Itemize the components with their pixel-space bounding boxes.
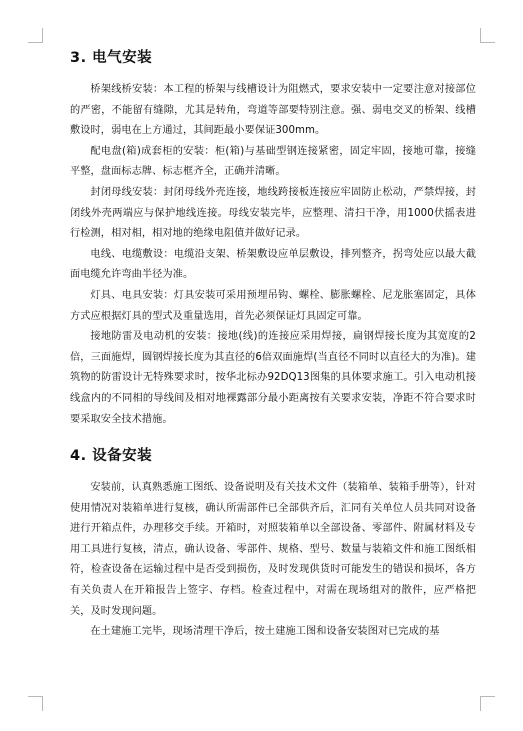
paragraph: 封闭母线安装：封闭母线外壳连接，地线跨接板连接应牢固防止松动，严禁焊接，封闭线外壳两端应与保护地线连接。母线安装完毕，应整理、清扫干净，用1000伏摇表进行检测，相对相，相对地的绝缘电阻值并做好记录。 <box>70 186 476 240</box>
crop-mark-bottom-left <box>28 696 43 711</box>
section-equipment <box>70 444 476 643</box>
paragraph: 电线、电缆敷设：电缆沿支架、桥架敷设应单层敷设，排列整齐，拐弯处应以最大截面电缆允许弯曲半径为准。 <box>70 248 476 281</box>
crop-mark-bottom-right <box>480 696 495 711</box>
paragraph: 桥架线桥安装：本工程的桥架与线槽设计为阻燃式，要求安装中一定要注意对接部位的严密，不能留有缝隙，尤其是转角，弯道等部要特别注意。强、弱电交叉的桥架、线槽敷设时，弱电在上方通过，其间距最小要保证300mm。 <box>70 84 476 137</box>
paragraph: 接地防雷及电动机的安装：接地(线)的连接应采用焊接，扁钢焊接长度为其宽度的2倍，三面施焊，圆钢焊接长度为其直径的6倍双面施焊(当直径不同时以直径大的为准)。建筑物的防雷设计无特殊要求时，按华北标办92DQ13图集的具体要求施工。引入电动机接线盒内的不同相的导线间及相对地裸露部分最小距离按有关要求安装，净距不符合要求时要采取安全技术措施。 <box>70 331 476 425</box>
section-heading: 4. 设备安装 <box>70 448 153 465</box>
crop-mark-top-left <box>28 28 43 43</box>
crop-mark-top-right <box>480 28 495 43</box>
section-heading: 3. 电气安装 <box>70 50 153 66</box>
paragraph: 灯具、电具安装：灯具安装可采用预埋吊钩、螺栓、膨胀螺栓、尼龙胀塞固定，具体方式应根据灯具的型式及重量选用，首先必须保证灯具固定可靠。 <box>70 289 476 322</box>
page-content <box>70 46 476 643</box>
section-electrical <box>70 46 476 430</box>
paragraph: 安装前，认真熟悉施工图纸、设备说明及有关技术文件（装箱单、装箱手册等），针对使用情况对装箱单进行复核，确认所需部件已全部供齐后，汇同有关单位人员共同对设备进行开箱点件，办理移交手续。开箱时，对照装箱单以全部设备、零部件、附属材料及专用工具进行复核，清点，确认设备、零部件、规格、型号、数量与装箱文件和施工图纸相符，检查设备在运输过程中是否受到损伤，及时发现供货时可能发生的错误和损坏，各方有关负责人在开箱报告上签字、存档。检查过程中，对需在现场组对的散件，应严格把关，及时发现问题。 <box>70 482 476 617</box>
paragraph: 在土建施工完毕，现场清理干净后，按土建施工图和设备安装图对已完成的基 <box>90 626 440 638</box>
paragraph: 配电盘(箱)成套柜的安装：柜(箱)与基础型钢连接紧密，固定牢固，接地可靠，接缝平整，盘面标志牌、标志框齐全，正确并清晰。 <box>70 145 476 178</box>
